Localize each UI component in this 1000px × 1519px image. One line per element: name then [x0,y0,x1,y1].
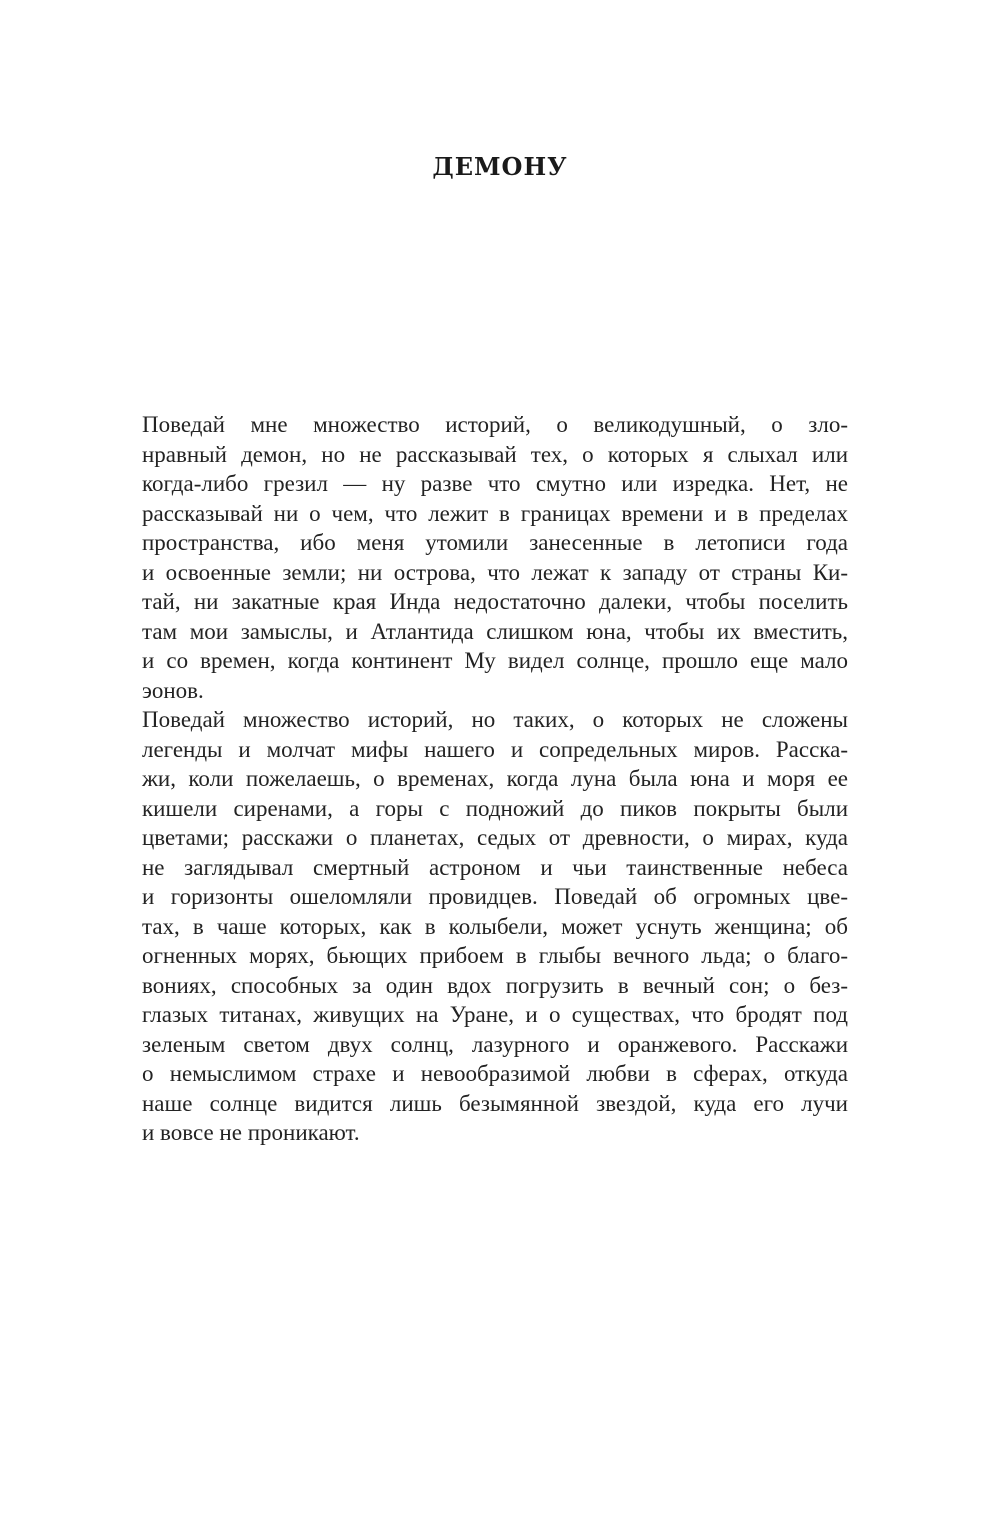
paragraph-1 [142,410,848,705]
text-line: о немыслимом страхе и невообразимой любви в сферах, откуда [142,1061,848,1086]
text-line: вониях, способных за один вдох погрузить в вечный сон; о без- [142,972,848,998]
text-line: огненных морях, бьющих прибоем в глыбы вечного льда; о благо- [142,943,848,968]
body-text [142,410,848,1148]
text-line: Поведай множество историй, но таких, о которых не сложены [142,707,848,732]
paragraph-2 [142,705,848,1148]
text-line: цветами; расскажи о планетах, седых от древности, о мирах, куда [142,825,848,850]
text-line: и вовсе не проникают. [142,1120,360,1145]
text-line: когда-либо грезил — ну разве что смутно или изредка. Нет, не [142,471,848,496]
text-line: нравный демон, но не рассказывай тех, о которых я слыхал или [142,441,848,467]
text-line: рассказывай ни о чем, что лежит в границах времени и в пределах [142,500,848,526]
text-line: не заглядывал смертный астроном и чьи таинственные небеса [142,854,848,880]
text-line: и со времен, когда континент Му видел солнце, прошло еще мало [142,648,848,673]
chapter-title: ДЕМОНУ [432,152,568,181]
text-line: глазых титанах, живущих на Уране, и о существах, что бродят под [142,1002,848,1027]
text-line: тах, в чаше которых, как в колыбели, может уснуть женщина; об [142,913,848,939]
text-line: кишели сиренами, а горы с подножий до пиков покрыты были [142,795,848,821]
text-line: там мои замыслы, и Атлантида слишком юна, чтобы их вместить, [142,618,848,644]
text-line: и освоенные земли; ни острова, что лежат к западу от страны Ки- [142,559,848,585]
text-line: Поведай мне множество историй, о великодушный, о зло- [142,412,848,437]
text-line: пространства, ибо меня утомили занесенные в летописи года [142,530,848,555]
text-line: жи, коли пожелаешь, о временах, когда луна была юна и моря ее [142,766,848,791]
text-line: зеленым светом двух солнц, лазурного и оранжевого. Расскажи [142,1031,848,1057]
text-line: тай, ни закатные края Инда недостаточно далеки, чтобы поселить [142,589,848,614]
text-line: легенды и молчат мифы нашего и сопредельных миров. Расска- [142,736,848,762]
text-line: наше солнце видится лишь безымянной звездой, куда его лучи [142,1090,848,1116]
text-line: и горизонты ошеломляли провидцев. Поведай об огромных цве- [142,884,848,909]
text-line: эонов. [142,677,204,703]
